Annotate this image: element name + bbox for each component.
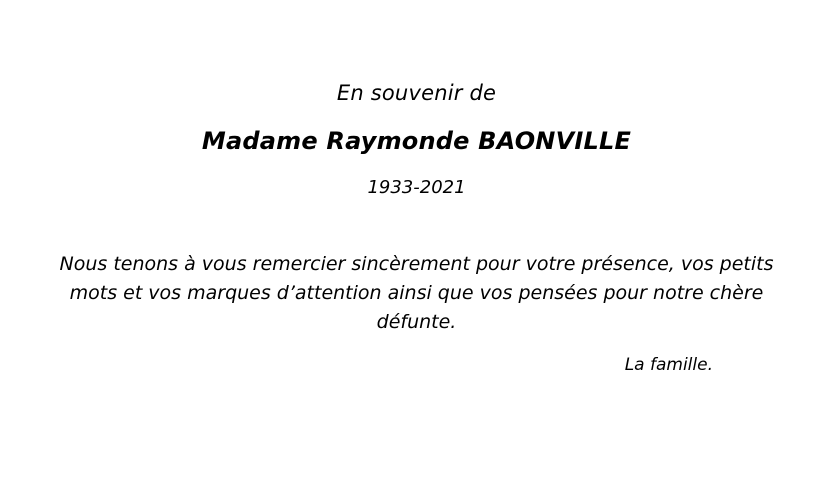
life-dates: 1933-2021 [367,177,466,198]
family-signature: La famille. [624,355,713,375]
deceased-name: Madame Raymonde BAONVILLE [201,127,632,155]
thank-you-message: Nous tenons à vous remercier sincèrement pour votre présence, vos petits mots et vos marques d’attention ainsi que vos pensées pour notre chère défunte. [59,253,774,333]
card-intro-line: En souvenir de [336,81,497,105]
